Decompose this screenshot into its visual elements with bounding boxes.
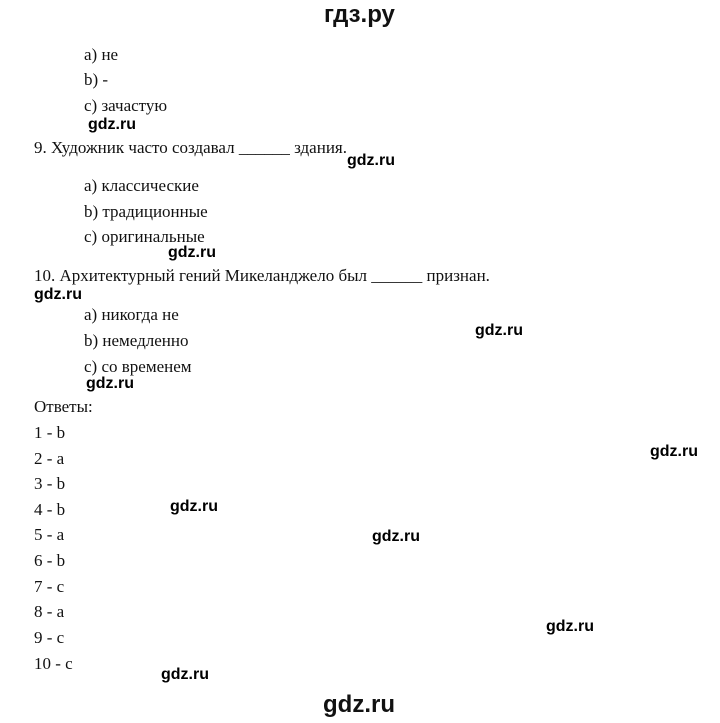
watermark: gdz.ru <box>88 116 136 133</box>
question-text: 9. Художник часто создавал ______ здания. <box>34 138 347 157</box>
watermark: gdz.ru <box>372 528 420 545</box>
answers-title: Ответы: <box>34 397 93 416</box>
option-text: c) со временем <box>84 357 192 376</box>
answer-item: 2 - a <box>34 449 65 468</box>
option-text: a) никогда не <box>84 305 179 324</box>
watermark: gdz.ru <box>34 286 82 303</box>
option-text: b) традиционные <box>84 202 208 221</box>
footer-site-title: gdz.ru <box>323 691 395 718</box>
answer-item: 3 - b <box>34 474 66 493</box>
answer-item: 8 - a <box>34 602 65 621</box>
answer-item: 9 - c <box>34 628 65 647</box>
option-text: c) зачастую <box>84 96 168 115</box>
option-text: c) оригинальные <box>84 227 205 246</box>
watermark: gdz.ru <box>170 498 218 515</box>
answer-item: 1 - b <box>34 423 66 442</box>
answer-item: 4 - b <box>34 500 66 519</box>
watermark: gdz.ru <box>168 244 216 261</box>
watermark: gdz.ru <box>347 152 395 169</box>
watermark: gdz.ru <box>650 443 698 460</box>
watermark: gdz.ru <box>161 666 209 683</box>
watermark: gdz.ru <box>475 322 523 339</box>
watermark: gdz.ru <box>546 618 594 635</box>
answer-item: 7 - c <box>34 577 65 596</box>
option-text: b) немедленно <box>84 331 189 350</box>
question-text: 10. Архитектурный гений Микеланджело был ______ признан. <box>34 266 490 285</box>
header-site-title: гдз.ру <box>324 1 395 28</box>
option-text: a) классические <box>84 176 199 195</box>
option-text: a) не <box>84 45 119 64</box>
answer-item: 5 - a <box>34 525 65 544</box>
answer-item: 10 - c <box>34 654 73 673</box>
option-text: b) - <box>84 70 109 89</box>
answer-item: 6 - b <box>34 551 66 570</box>
watermark: gdz.ru <box>86 375 134 392</box>
